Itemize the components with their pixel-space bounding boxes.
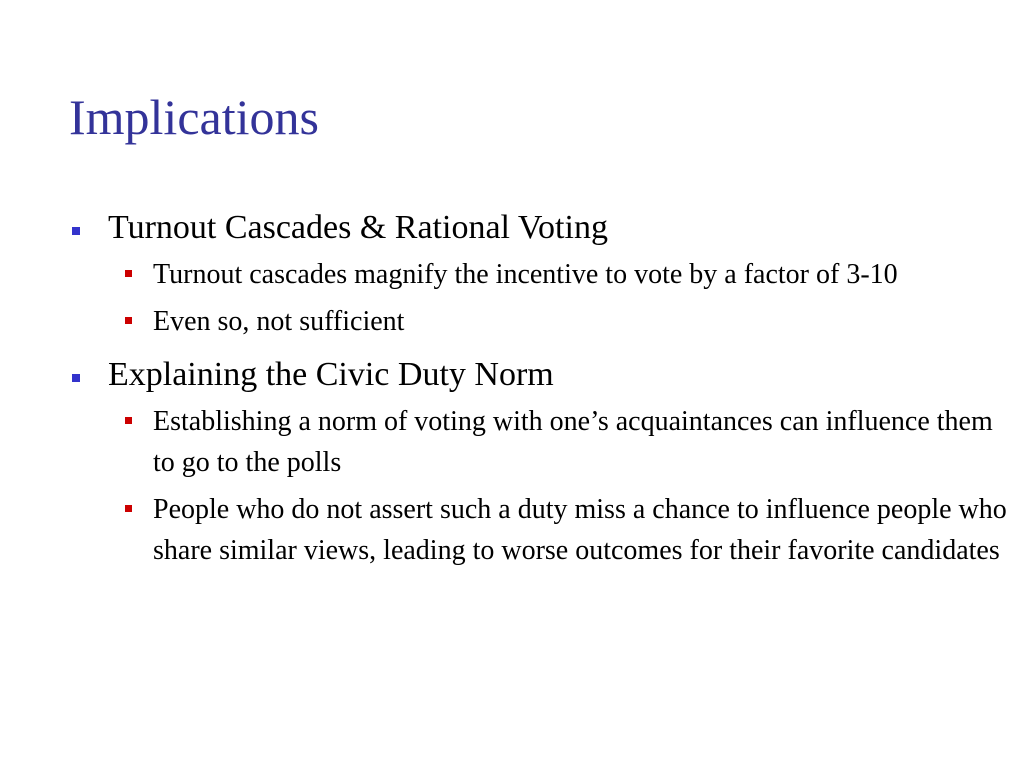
square-bullet-icon: [72, 374, 80, 382]
bullet-item: [70, 207, 1010, 249]
square-bullet-icon: [125, 317, 132, 324]
slide-title: Implications: [69, 89, 319, 145]
sub-bullet-text: People who do not assert such a duty miss a chance to influence people who share similar views, leading to worse outcomes for their favorite candidates: [153, 494, 1007, 566]
sub-bullet-item: [70, 301, 1010, 342]
square-bullet-icon: [125, 270, 132, 277]
sub-bullet-text: Establishing a norm of voting with one’s acquaintances can influence them to go to the polls: [153, 406, 993, 478]
square-bullet-icon: [72, 227, 80, 235]
sub-bullet-item: [70, 489, 1010, 571]
bullet-item: [70, 354, 1010, 396]
bullet-list: [70, 207, 1010, 577]
sub-bullet-item: [70, 401, 1010, 483]
bullet-text: Turnout Cascades & Rational Voting: [108, 209, 608, 246]
sub-bullet-text: Even so, not sufficient: [153, 306, 405, 337]
square-bullet-icon: [125, 417, 132, 424]
bullet-text: Explaining the Civic Duty Norm: [108, 356, 554, 393]
sub-bullet-item: [70, 254, 1010, 295]
sub-bullet-text: Turnout cascades magnify the incentive to vote by a factor of 3-10: [153, 259, 898, 290]
square-bullet-icon: [125, 505, 132, 512]
